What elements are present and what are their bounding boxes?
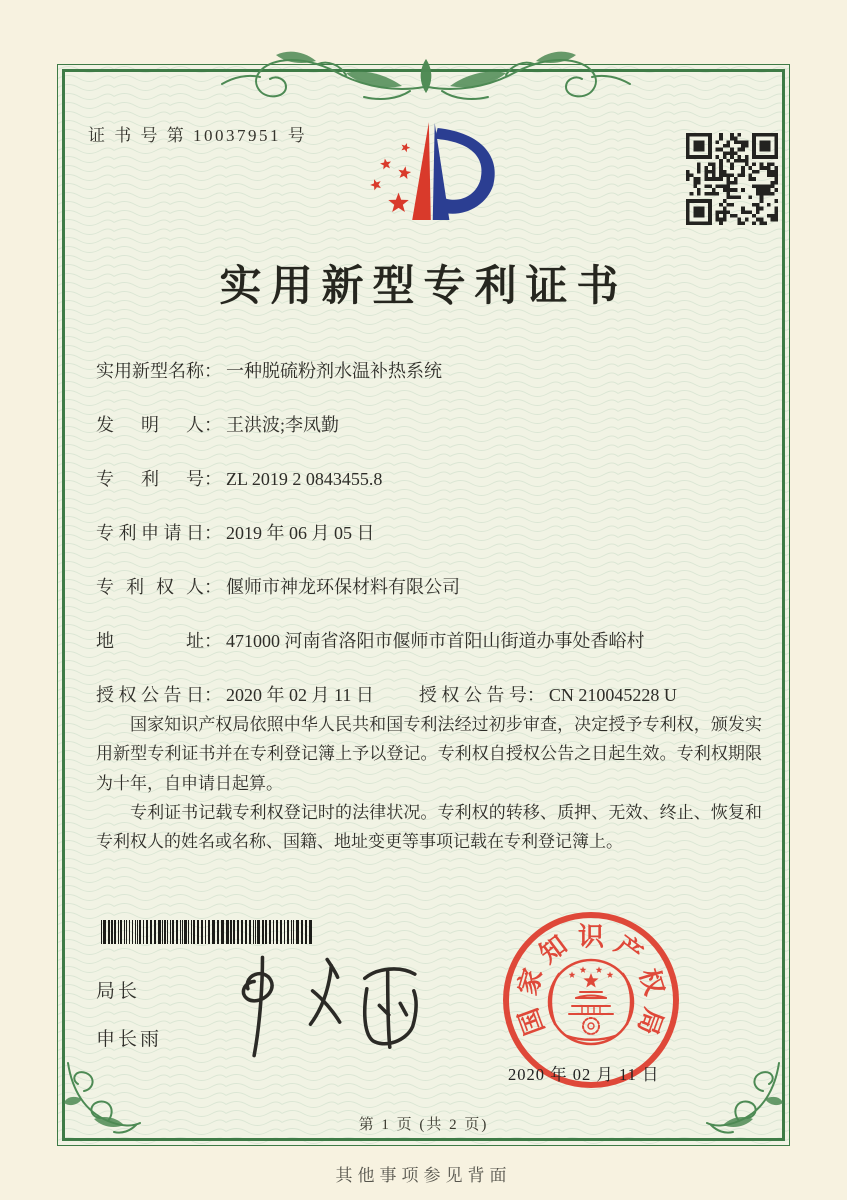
field-value: ZL 2019 2 0843455.8 [226, 469, 383, 489]
legal-paragraph-1: 国家知识产权局依照中华人民共和国专利法经过初步审查，决定授予专利权，颁发实用新型专利证书并在专利登记簿上予以登记。专利权自授权公告之日起生效。专利权期限为十年，自申请日起算。 [96, 715, 762, 793]
field-label: 发明人 [96, 415, 204, 435]
field-inventor [96, 411, 780, 440]
colon: ： [204, 685, 222, 705]
barcode-bar [103, 920, 106, 944]
corner-flourish-right [703, 1055, 785, 1141]
barcode-bar [255, 920, 256, 944]
commissioner-name: 申长雨 [96, 1029, 163, 1050]
colon: ： [204, 361, 222, 381]
signoff-block [96, 977, 162, 1055]
colon: ： [526, 685, 545, 705]
barcode-bar [135, 920, 136, 944]
field-value: CN 210045228 U [548, 685, 677, 705]
national-emblem [549, 960, 633, 1044]
barcode-bar [108, 920, 110, 944]
barcode-bar [146, 920, 148, 944]
field-label: 专利申请日 [96, 523, 204, 543]
barcode-bar [301, 920, 303, 944]
barcode-bar [305, 920, 307, 944]
barcode-bar [212, 920, 215, 944]
barcode-bar [217, 920, 219, 944]
legal-paragraph-2: 专利证书记载专利权登记时的法律状况。专利权的转移、质押、无效、终止、恢复和专利权人的姓名或名称、国籍、地址变更等事项记载在专利登记簿上。 [96, 802, 762, 852]
colon: ： [204, 469, 222, 489]
top-flourish [206, 47, 646, 117]
barcode-bar [176, 920, 178, 944]
barcode-bar [233, 920, 235, 944]
barcode-bar [182, 920, 183, 944]
barcode [101, 920, 319, 944]
field-label: 授权公告日 [96, 685, 204, 705]
barcode-bar [150, 920, 152, 944]
barcode-bar [143, 920, 144, 944]
colon: ： [204, 631, 222, 651]
field-address [96, 627, 780, 656]
colon: ： [204, 523, 222, 543]
barcode-bar [291, 920, 292, 944]
barcode-bar [269, 920, 271, 944]
svg-text:产: 产 [609, 930, 648, 969]
barcode-bar [172, 920, 174, 944]
barcode-bar [158, 920, 161, 944]
barcode-bar [208, 920, 210, 944]
barcode-bar [201, 920, 203, 944]
barcode-bar [193, 920, 195, 944]
barcode-bar [226, 920, 229, 944]
barcode-bar [257, 920, 260, 944]
barcode-bar [184, 920, 187, 944]
field-label: 实用新型名称 [96, 361, 204, 381]
barcode-bar [237, 920, 239, 944]
barcode-bar [137, 920, 138, 944]
legal-text [96, 710, 762, 856]
barcode-bar [139, 920, 141, 944]
barcode-bar [167, 920, 168, 944]
barcode-bar [129, 920, 130, 944]
barcode-bar [180, 920, 181, 944]
barcode-bar [230, 920, 232, 944]
signature-autograph [208, 947, 438, 1067]
barcode-bar [241, 920, 243, 944]
certificate-number: 证 书 号 第 10037951 号 [88, 126, 308, 145]
svg-text:国: 国 [513, 1004, 550, 1039]
certificate-title: 实用新型专利证书 [219, 264, 628, 310]
barcode-bar [287, 920, 289, 944]
field-label: 地址 [96, 631, 204, 651]
barcode-bar [154, 920, 156, 944]
field-label: 专利号 [96, 469, 204, 489]
barcode-bar [253, 920, 254, 944]
field-filing-date [96, 519, 780, 548]
field-label: 授权公告号 [418, 685, 527, 705]
field-patent-number [96, 465, 780, 494]
field-value: 王洪波;李凤勤 [226, 415, 340, 435]
barcode-bar [101, 920, 102, 944]
svg-text:家: 家 [512, 965, 549, 999]
corner-flourish-left [62, 1055, 144, 1141]
barcode-bar [124, 920, 125, 944]
certificate-frame [57, 64, 790, 1146]
svg-text:知: 知 [534, 930, 573, 969]
barcode-bar [284, 920, 285, 944]
colon: ： [204, 577, 222, 597]
seal-date: 2020 年 02 月 11 日 [508, 1065, 660, 1084]
barcode-bar [296, 920, 299, 944]
commissioner-title: 局长 [96, 981, 141, 1002]
field-value: 471000 河南省洛阳市偃师市首阳山街道办事处香峪村 [226, 631, 645, 651]
fields-block [96, 357, 780, 735]
barcode-bar [293, 920, 294, 944]
barcode-bar [191, 920, 192, 944]
colon: ： [204, 415, 222, 435]
svg-text:识: 识 [577, 922, 605, 952]
barcode-bar [132, 920, 133, 944]
field-value: 一种脱硫粉剂水温补热系统 [226, 361, 442, 381]
barcode-bar [245, 920, 247, 944]
barcode-bar [249, 920, 251, 944]
barcode-bar [126, 920, 127, 944]
barcode-bar [265, 920, 267, 944]
barcode-bar [170, 920, 171, 944]
cnipa-logo [334, 107, 510, 241]
barcode-bar [262, 920, 264, 944]
field-patentee [96, 573, 780, 602]
barcode-bar [280, 920, 282, 944]
field-value: 偃师市神龙环保材料有限公司 [226, 577, 460, 597]
barcode-bar [188, 920, 189, 944]
barcode-bar [276, 920, 278, 944]
field-utility-model-name [96, 357, 780, 386]
back-side-note: 其他事项参见背面 [335, 1166, 512, 1185]
qr-code [686, 133, 778, 225]
barcode-bar [162, 920, 163, 944]
barcode-bar [205, 920, 206, 944]
svg-text:权: 权 [633, 965, 670, 999]
field-label: 专利权人 [96, 577, 204, 597]
barcode-bar [221, 920, 224, 944]
field-grant-row [96, 681, 780, 710]
field-value: 2019 年 06 月 05 日 [226, 523, 375, 543]
barcode-bar [120, 920, 122, 944]
barcode-bar [197, 920, 199, 944]
barcode-bar [164, 920, 166, 944]
barcode-bar [118, 920, 119, 944]
barcode-bar [273, 920, 274, 944]
barcode-bar [309, 920, 312, 944]
barcode-bar [111, 920, 113, 944]
svg-text:局: 局 [632, 1004, 669, 1039]
barcode-bar [114, 920, 116, 944]
page-indicator: 第 1 页 (共 2 页) [358, 1117, 489, 1133]
field-value: 2020 年 02 月 11 日 [226, 685, 374, 705]
